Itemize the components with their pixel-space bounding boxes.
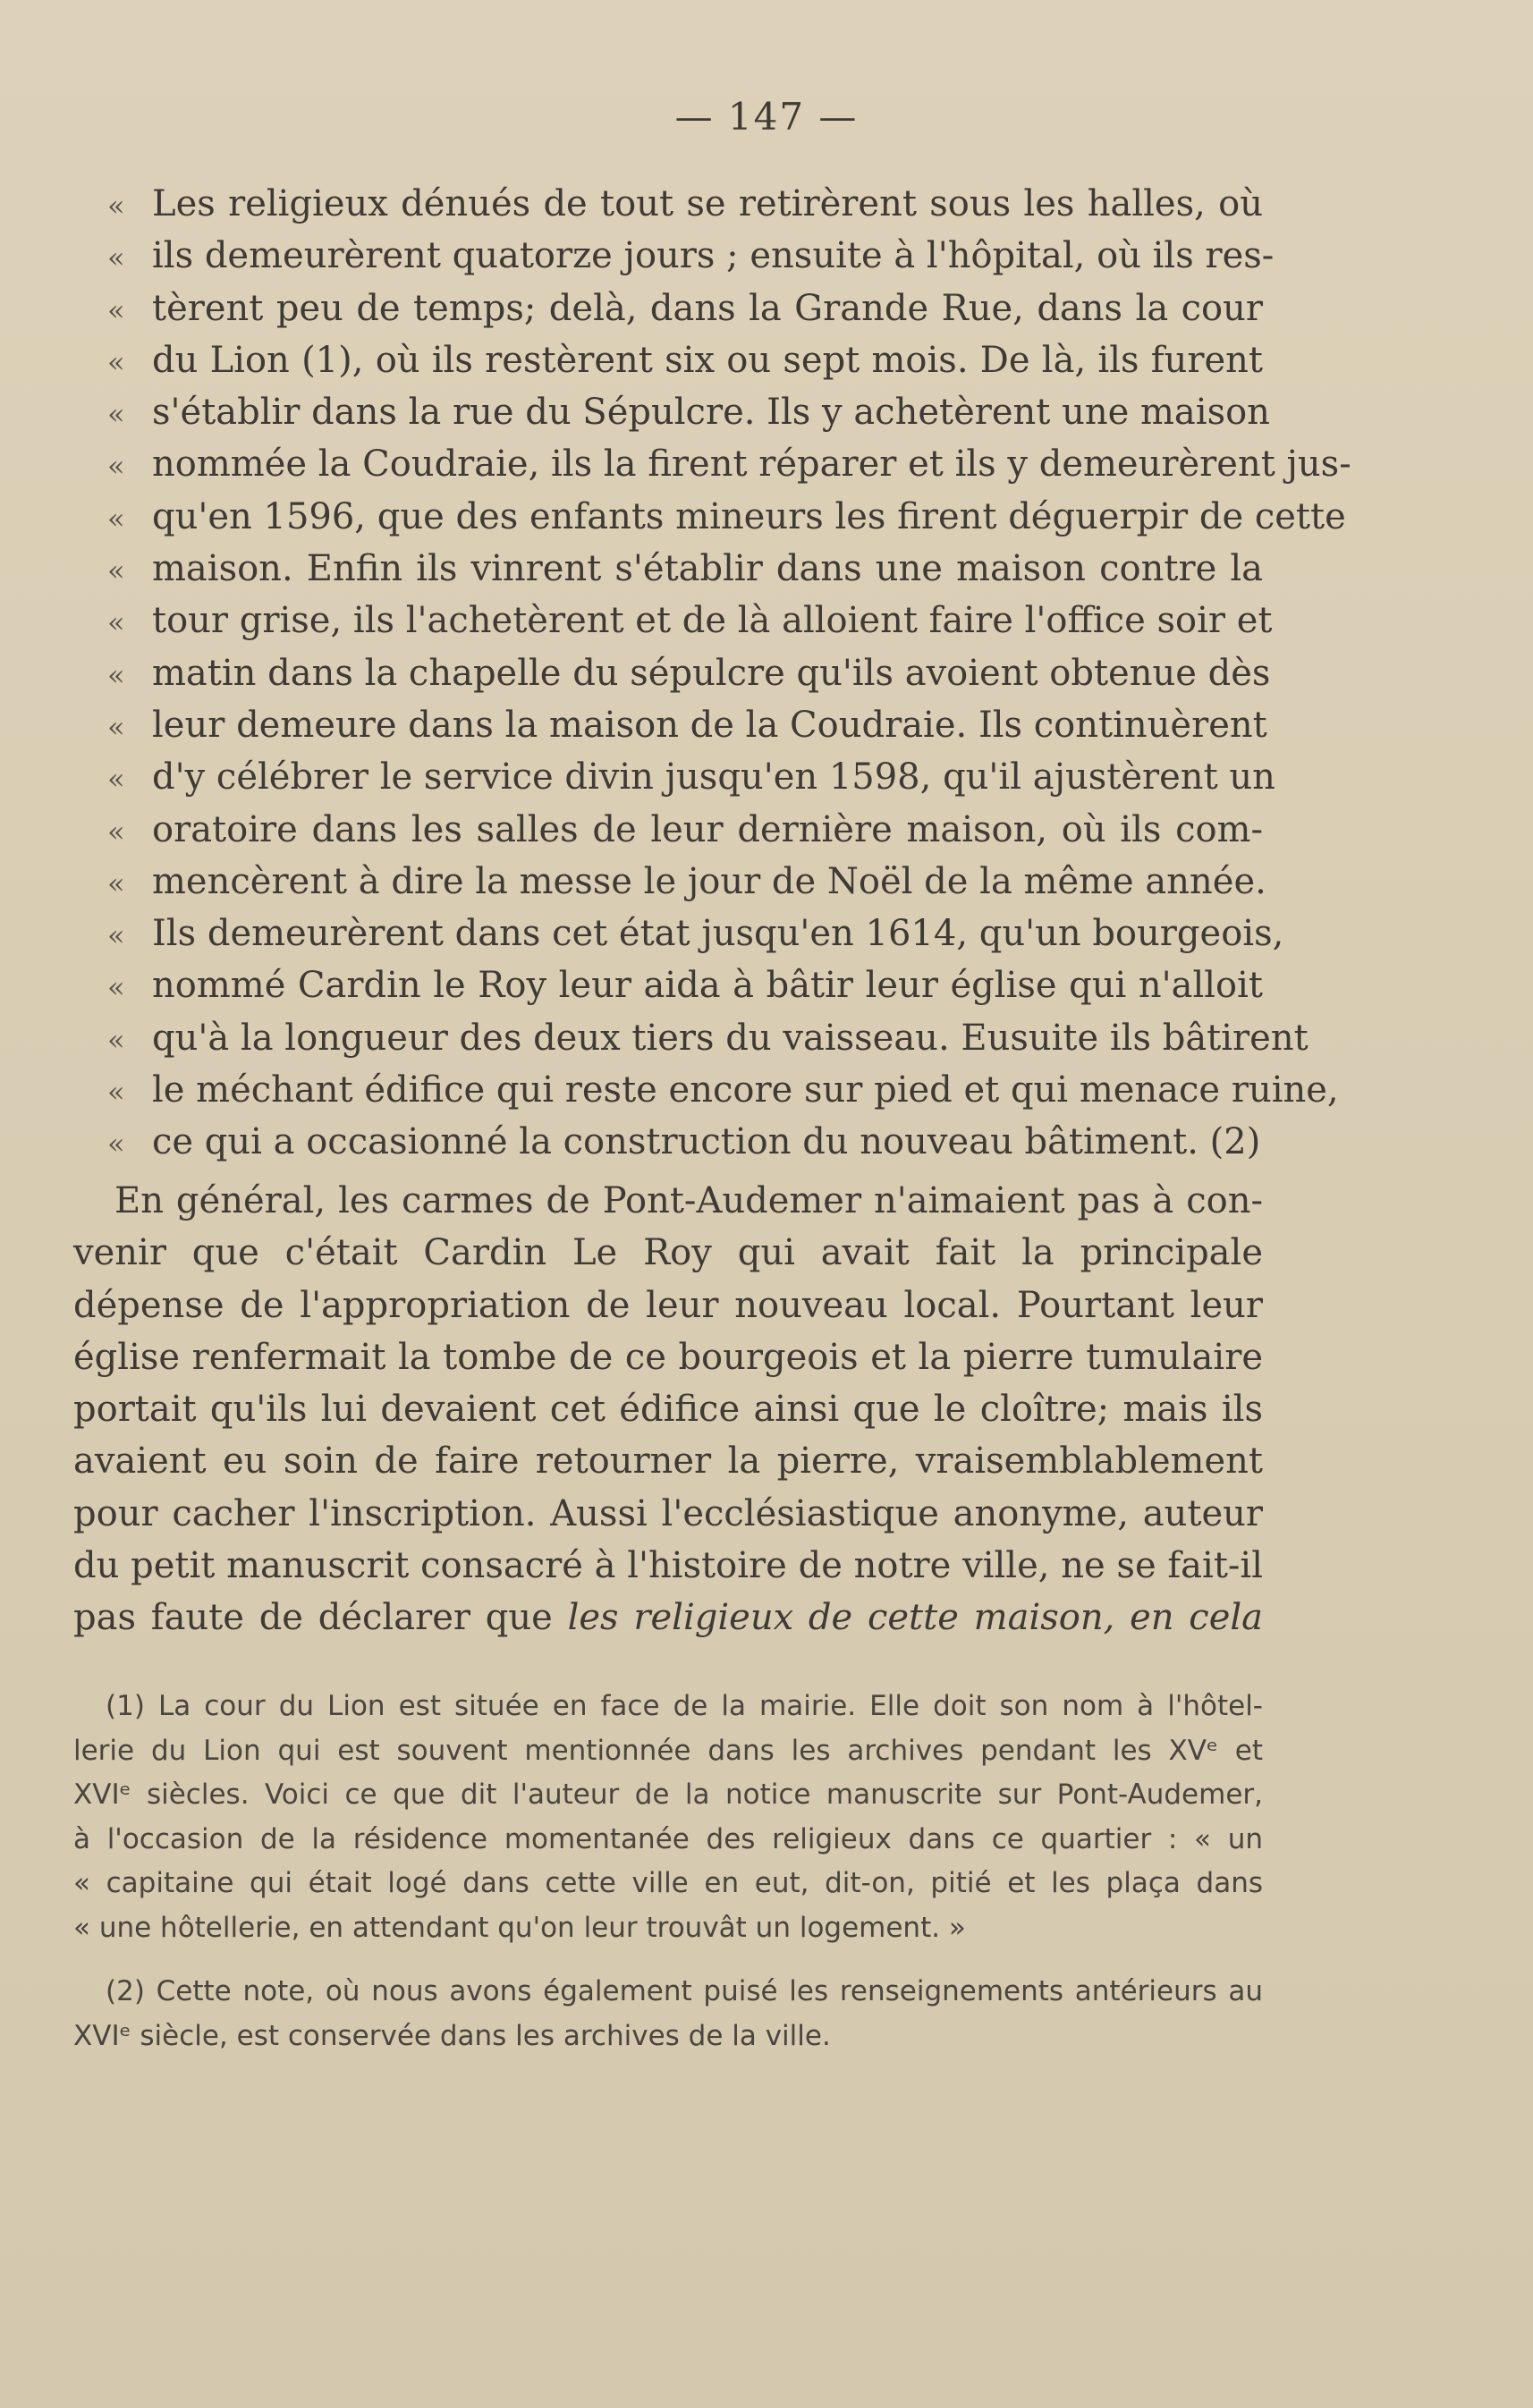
quote-line [73,340,1263,392]
guillemet-mark: « [107,344,125,379]
quote-line [73,235,1275,287]
guillemet-mark: « [107,605,125,640]
quote-line [73,392,1270,444]
footnote-2-line: (2) Cette note, où nous avons également puisé les renseignements antérieurs au [106,1975,1263,2007]
body-line: avaient eu soin de faire retourner la pierre, vraisemblablement [73,1441,1263,1483]
quote-line-text: leur demeure dans la maison de la Coudraie. Ils continuèrent [152,704,1267,746]
body-last-line [73,1597,1263,1649]
body-line: pour cacher l'inscription. Aussi l'ecclésiastique anonyme, auteur [73,1492,1263,1534]
quote-line-text: Les religieux dénués de tout se retirèrent sous les halles, où [152,183,1263,224]
guillemet-mark: « [107,970,125,1005]
guillemet-mark: « [107,449,125,484]
quote-line-text: s'établir dans la rue du Sépulcre. Ils y achetèrent une maison [152,392,1270,434]
quote-line-text: d'y célébrer le service divin jusqu'en 1598, qu'il ajustèrent un [152,756,1275,798]
body-line: dépense de l'appropriation de leur nouveau local. Pourtant leur [73,1284,1263,1326]
guillemet-mark: « [107,241,125,275]
quote-line [73,288,1263,340]
body-paragraph [73,1180,1263,1650]
quote-line-text: qu'en 1596, que des enfants mineurs les firent déguerpir de cette [152,495,1346,537]
footnote-gap [73,1956,1263,1975]
body-last-line-plain: pas faute de déclarer que [73,1597,568,1639]
quote-line-text: tèrent peu de temps; delà, dans la Grande Rue, dans la cour [152,287,1263,329]
guillemet-mark: « [107,762,125,797]
quote-line [73,652,1271,705]
quote-line-text: oratoire dans les salles de leur dernière maison, où ils com- [152,808,1263,850]
guillemet-mark: « [107,657,125,692]
body-line: venir que c'était Cardin Le Roy qui avait fait la principale [73,1232,1263,1274]
quote-line [73,548,1263,600]
guillemet-mark: « [107,1075,125,1110]
quote-line [73,495,1346,548]
footnote-1-line: (1) La cour du Lion est située en face de la mairie. Elle doit son nom à l'hôtel- [106,1690,1263,1722]
quote-line [73,1017,1309,1069]
quote-line-text: mencèrent à dire la messe le jour de Noël de la même année. [152,860,1266,902]
quote-line [73,756,1275,808]
body-last-line-italic: les religieux de cette maison, en cela [567,1597,1264,1639]
guillemet-mark: « [107,814,125,849]
guillemet-mark: « [107,553,125,588]
quote-line-text: maison. Enfin ils vinrent s'établir dans une maison contre la [152,548,1263,590]
page-number: — 147 — [674,95,859,139]
quote-line [73,600,1273,652]
guillemet-mark: « [107,1127,125,1162]
footnote-1-line: « une hôtellerie, en attendant qu'on leur trouvât un logement. » [73,1911,966,1944]
footnote-1-line: lerie du Lion qui est souvent mentionnée dans les archives pendant les XVᵉ et [73,1734,1263,1767]
quote-line [73,913,1284,965]
footnote-1-line: XVIᵉ siècles. Voici ce que dit l'auteur de la notice manuscrite sur Pont-Audemer, [73,1779,1263,1811]
quote-line [73,183,1263,235]
guillemet-mark: « [107,292,125,327]
quote-line-text: Ils demeurèrent dans cet état jusqu'en 1614, qu'un bourgeois, [152,913,1284,955]
guillemet-mark: « [107,397,125,432]
footnote-2-line: XVIᵉ siècle, est conservée dans les archives de la ville. [73,2019,831,2052]
quote-line-text: matin dans la chapelle du sépulcre qu'ils avoient obtenue dès [152,652,1271,694]
guillemet-mark: « [107,866,125,900]
guillemet-mark: « [107,1022,125,1057]
quote-line [73,1069,1339,1121]
guillemet-mark: « [107,189,125,223]
footnotes [73,1690,1263,2064]
guillemet-mark: « [107,918,125,953]
body-line: En général, les carmes de Pont-Audemer n'aimaient pas à con- [114,1180,1263,1221]
quote-line [73,1121,1263,1173]
quote-line [73,860,1266,913]
quoted-passage [73,183,1351,1174]
quote-line-text: le méchant édifice qui reste encore sur pied et qui menace ruine, [152,1069,1339,1111]
body-line: église renfermait la tombe de ce bourgeois et la pierre tumulaire [73,1336,1263,1378]
quote-line [73,809,1263,861]
quote-line [73,704,1267,756]
guillemet-mark: « [107,709,125,744]
quote-line-text: ce qui a occasionné la construction du nouveau bâtiment. (2) [152,1121,1261,1163]
footnote-1-line: à l'occasion de la résidence momentanée des religieux dans ce quartier : « un [73,1822,1263,1855]
quote-line-text: ils demeurèrent quatorze jours ; ensuite à l'hôpital, où ils res- [152,235,1275,277]
quote-line-text: nommée la Coudraie, ils la firent réparer et ils y demeurèrent jus- [152,444,1351,486]
guillemet-mark: « [107,501,125,536]
quote-line-text: qu'à la longueur des deux tiers du vaisseau. Eusuite ils bâtirent [152,1017,1309,1059]
body-line: du petit manuscrit consacré à l'histoire de notre ville, ne se fait-il [73,1545,1263,1587]
footnote-1-line: « capitaine qui était logé dans cette ville en eut, dit-on, pitié et les plaça dans [73,1867,1263,1899]
quote-line-text: nommé Cardin le Roy leur aida à bâtir leur église qui n'alloit [152,965,1263,1007]
quote-line-text: tour grise, ils l'achetèrent et de là alloient faire l'office soir et [152,600,1273,642]
body-line: portait qu'ils lui devaient cet édifice ainsi que le cloître; mais ils [73,1389,1263,1431]
quote-line [73,444,1351,495]
quote-line [73,965,1263,1017]
quote-line-text: du Lion (1), où ils restèrent six ou sept mois. De là, ils furent [152,339,1263,381]
